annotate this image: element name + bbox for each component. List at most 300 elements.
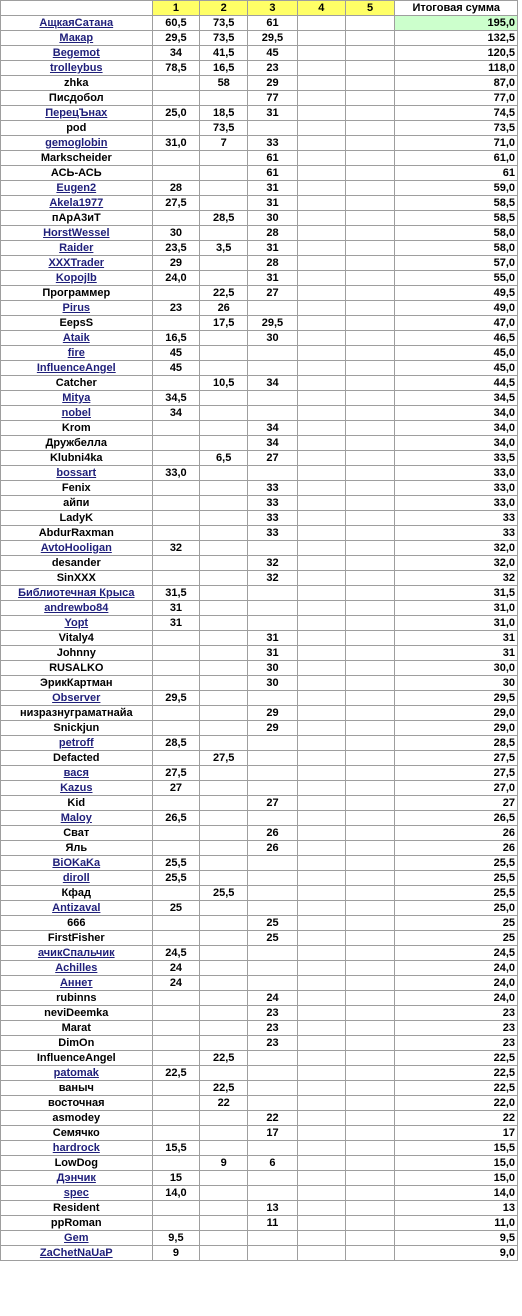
round-score-2 [200,271,248,286]
total-score: 24,5 [395,946,518,961]
round-score-5 [345,781,395,796]
total-score: 29,5 [395,691,518,706]
round-score-3 [248,586,298,601]
player-name-link[interactable]: Библиотечная Крыса [1,586,153,601]
player-name-link[interactable]: nobel [1,406,153,421]
round-score-5 [345,316,395,331]
round-score-1 [152,706,200,721]
round-score-5 [345,1246,395,1261]
table-row [1,766,518,781]
total-score: 31,5 [395,586,518,601]
table-row [1,1051,518,1066]
round-score-3 [248,976,298,991]
round-score-3: 34 [248,421,298,436]
round-score-2: 10,5 [200,376,248,391]
total-score: 24,0 [395,976,518,991]
round-score-3 [248,856,298,871]
round-score-3 [248,616,298,631]
player-name: FirstFisher [1,931,153,946]
player-name-link[interactable]: BiOKaKa [1,856,153,871]
round-score-3: 11 [248,1216,298,1231]
round-score-2 [200,646,248,661]
total-score: 27,5 [395,766,518,781]
round-score-4 [297,1066,345,1081]
round-score-3: 28 [248,256,298,271]
round-score-1: 25 [152,901,200,916]
round-score-2: 27,5 [200,751,248,766]
round-score-2: 58 [200,76,248,91]
round-score-5 [345,856,395,871]
round-score-5 [345,256,395,271]
total-score: 58,0 [395,241,518,256]
player-name-link[interactable]: ZaChetNaUaP [1,1246,153,1261]
player-name-link[interactable]: Gem [1,1231,153,1246]
round-score-2 [200,676,248,691]
total-score: 33,0 [395,496,518,511]
player-name-link[interactable]: patomak [1,1066,153,1081]
round-score-1 [152,121,200,136]
round-score-4 [297,526,345,541]
player-name-link[interactable]: Mitya [1,391,153,406]
round-score-2 [200,721,248,736]
round-score-2 [200,991,248,1006]
player-name-link[interactable]: petroff [1,736,153,751]
table-row [1,1201,518,1216]
round-score-2 [200,496,248,511]
player-name-link[interactable]: Akela1977 [1,196,153,211]
round-score-5 [345,301,395,316]
player-name: asmodey [1,1111,153,1126]
table-row [1,1246,518,1261]
table-row [1,1156,518,1171]
round-score-2 [200,841,248,856]
table-body [1,16,518,1261]
player-name: ваныч [1,1081,153,1096]
table-row [1,451,518,466]
round-score-2 [200,871,248,886]
player-name-link[interactable]: Ataik [1,331,153,346]
round-score-3: 32 [248,556,298,571]
player-name-link[interactable]: Дэнчик [1,1171,153,1186]
round-score-1 [152,841,200,856]
player-name-link[interactable]: HorstWessel [1,226,153,241]
round-score-3 [248,1051,298,1066]
round-score-1: 31 [152,616,200,631]
round-score-5 [345,691,395,706]
round-score-2 [200,1006,248,1021]
round-score-3: 17 [248,1126,298,1141]
round-score-1 [152,1156,200,1171]
round-score-4 [297,811,345,826]
player-name: Defacted [1,751,153,766]
player-name: айпи [1,496,153,511]
round-score-1: 25,5 [152,871,200,886]
round-score-2 [200,571,248,586]
total-score: 58,0 [395,226,518,241]
player-name: Marat [1,1021,153,1036]
player-name: Klubni4ka [1,451,153,466]
round-score-4 [297,1216,345,1231]
player-name: Markscheider [1,151,153,166]
player-name-link[interactable]: bossart [1,466,153,481]
round-score-4 [297,841,345,856]
round-score-5 [345,361,395,376]
total-score: 31 [395,646,518,661]
round-score-4 [297,256,345,271]
player-name: Resident [1,1201,153,1216]
round-score-2 [200,1036,248,1051]
round-score-4 [297,976,345,991]
table-row [1,751,518,766]
round-score-2: 41,5 [200,46,248,61]
round-score-1 [152,151,200,166]
table-row [1,331,518,346]
total-score: 33,0 [395,466,518,481]
round-score-4 [297,391,345,406]
round-score-2 [200,946,248,961]
total-score: 29,0 [395,721,518,736]
total-score: 33,5 [395,451,518,466]
round-score-5 [345,91,395,106]
round-score-4 [297,1171,345,1186]
table-row [1,661,518,676]
round-score-3: 23 [248,1021,298,1036]
player-name: DimOn [1,1036,153,1051]
player-name-link[interactable]: Yopt [1,616,153,631]
table-row [1,166,518,181]
round-score-2 [200,541,248,556]
round-score-2: 73,5 [200,121,248,136]
round-score-4 [297,301,345,316]
round-score-4 [297,466,345,481]
round-score-3: 31 [248,106,298,121]
total-score: 118,0 [395,61,518,76]
player-name-link[interactable]: andrewbo84 [1,601,153,616]
round-score-4 [297,721,345,736]
round-score-2 [200,736,248,751]
round-score-3: 25 [248,931,298,946]
player-name-link[interactable]: вася [1,766,153,781]
player-name-link[interactable]: Maloy [1,811,153,826]
player-name-link[interactable]: Achilles [1,961,153,976]
round-score-2 [200,931,248,946]
round-score-3 [248,1141,298,1156]
round-score-1 [152,571,200,586]
total-score: 59,0 [395,181,518,196]
total-score: 13 [395,1201,518,1216]
round-score-5 [345,721,395,736]
round-score-5 [345,1231,395,1246]
round-score-1: 24 [152,976,200,991]
round-score-4 [297,1096,345,1111]
round-score-4 [297,856,345,871]
table-row [1,1096,518,1111]
total-score: 74,5 [395,106,518,121]
table-row [1,976,518,991]
round-score-2 [200,1216,248,1231]
round-score-3: 31 [248,631,298,646]
total-score: 22,0 [395,1096,518,1111]
round-score-2 [200,226,248,241]
round-score-2 [200,526,248,541]
round-score-5 [345,826,395,841]
round-score-5 [345,766,395,781]
round-score-4 [297,826,345,841]
player-name-link[interactable]: Pirus [1,301,153,316]
round-score-5 [345,976,395,991]
round-score-4 [297,271,345,286]
round-score-5 [345,1141,395,1156]
round-score-3 [248,781,298,796]
player-name-link[interactable]: AvtoHooligan [1,541,153,556]
table-row [1,646,518,661]
round-score-2 [200,781,248,796]
player-name-link[interactable]: gemoglobin [1,136,153,151]
player-name-link[interactable]: Kazus [1,781,153,796]
round-score-4 [297,781,345,796]
player-name-link[interactable]: Kopojlb [1,271,153,286]
round-score-1: 33,0 [152,466,200,481]
table-row [1,541,518,556]
round-score-4 [297,631,345,646]
round-score-1: 9,5 [152,1231,200,1246]
round-score-5 [345,1066,395,1081]
total-score: 24,0 [395,961,518,976]
player-name: neviDeemka [1,1006,153,1021]
total-score: 132,5 [395,31,518,46]
round-score-2 [200,1021,248,1036]
round-score-2 [200,511,248,526]
round-score-1 [152,556,200,571]
player-name-link[interactable]: spec [1,1186,153,1201]
total-score: 34,0 [395,436,518,451]
table-row [1,991,518,1006]
round-score-5 [345,1006,395,1021]
table-row [1,886,518,901]
round-score-1 [152,1006,200,1021]
total-score: 61,0 [395,151,518,166]
player-name-link[interactable]: hardrock [1,1141,153,1156]
player-name-link[interactable]: АщкаяСатана [1,16,153,31]
table-row [1,796,518,811]
round-score-3 [248,406,298,421]
player-name: Семячко [1,1126,153,1141]
table-row [1,676,518,691]
round-score-5 [345,151,395,166]
round-score-1 [152,421,200,436]
total-score: 28,5 [395,736,518,751]
player-name-link[interactable]: Raider [1,241,153,256]
round-score-2 [200,331,248,346]
player-name-link[interactable]: ачикСпальчик [1,946,153,961]
player-name: АСЬ-АСЬ [1,166,153,181]
round-score-3: 29,5 [248,316,298,331]
player-name-link[interactable]: InfluenceAngel [1,361,153,376]
player-name: LadyK [1,511,153,526]
player-name-link[interactable]: Observer [1,691,153,706]
player-name-link[interactable]: Аннет [1,976,153,991]
table-row [1,526,518,541]
round-score-5 [345,331,395,346]
round-score-2: 3,5 [200,241,248,256]
table-row [1,736,518,751]
round-score-5 [345,811,395,826]
round-score-1: 25,5 [152,856,200,871]
round-score-1: 27 [152,781,200,796]
round-score-4 [297,211,345,226]
total-score: 27,5 [395,751,518,766]
round-score-1 [152,166,200,181]
round-score-5 [345,391,395,406]
round-score-4 [297,151,345,166]
table-row [1,856,518,871]
round-score-4 [297,871,345,886]
round-score-1: 26,5 [152,811,200,826]
round-score-2 [200,556,248,571]
round-score-3 [248,1186,298,1201]
round-score-3 [248,121,298,136]
round-score-5 [345,376,395,391]
total-score: 26 [395,826,518,841]
round-score-4 [297,121,345,136]
table-row [1,1066,518,1081]
round-score-3 [248,961,298,976]
round-score-5 [345,226,395,241]
round-score-5 [345,1126,395,1141]
round-score-4 [297,16,345,31]
total-score: 30,0 [395,661,518,676]
round-score-4 [297,331,345,346]
round-score-2 [200,481,248,496]
total-score: 34,0 [395,421,518,436]
round-score-1 [152,496,200,511]
round-score-3: 34 [248,376,298,391]
total-score: 32,0 [395,556,518,571]
player-name: Дружбелла [1,436,153,451]
round-score-3: 33 [248,481,298,496]
round-score-3: 24 [248,991,298,1006]
player-name-link[interactable]: ПерецЪнах [1,106,153,121]
table-row [1,316,518,331]
player-name-link[interactable]: diroll [1,871,153,886]
round-score-1 [152,991,200,1006]
round-score-3: 32 [248,571,298,586]
round-score-5 [345,406,395,421]
round-score-4 [297,451,345,466]
round-score-2 [200,1231,248,1246]
round-score-5 [345,916,395,931]
table-row [1,211,518,226]
round-score-5 [345,451,395,466]
round-score-4 [297,586,345,601]
round-score-5 [345,1051,395,1066]
round-score-2 [200,811,248,826]
round-score-3: 45 [248,46,298,61]
round-score-3 [248,886,298,901]
player-name-link[interactable]: Antizaval [1,901,153,916]
round-score-1: 23,5 [152,241,200,256]
total-score: 46,5 [395,331,518,346]
round-score-2 [200,406,248,421]
table-row [1,121,518,136]
round-score-5 [345,946,395,961]
player-name-link[interactable]: Eugen2 [1,181,153,196]
round-score-5 [345,871,395,886]
round-score-4 [297,481,345,496]
round-score-4 [297,946,345,961]
table-row [1,391,518,406]
total-score: 32 [395,571,518,586]
round-score-1 [152,1051,200,1066]
table-row [1,601,518,616]
round-score-2 [200,901,248,916]
round-score-3 [248,361,298,376]
player-name-link[interactable]: trolleybus [1,61,153,76]
round-score-3 [248,1246,298,1261]
round-score-3: 33 [248,496,298,511]
round-score-2: 22,5 [200,1081,248,1096]
round-score-4 [297,496,345,511]
player-name-link[interactable]: Begemot [1,46,153,61]
table-row [1,46,518,61]
round-score-4 [297,361,345,376]
round-score-4 [297,1126,345,1141]
round-header-2: 2 [200,1,248,16]
round-score-3: 31 [248,271,298,286]
table-row [1,691,518,706]
round-score-5 [345,466,395,481]
player-name-link[interactable]: XXXTrader [1,256,153,271]
player-name: LowDog [1,1156,153,1171]
round-score-2 [200,631,248,646]
round-score-1 [152,286,200,301]
round-score-4 [297,1111,345,1126]
total-score: 31,0 [395,601,518,616]
round-score-4 [297,376,345,391]
table-row [1,841,518,856]
round-score-2 [200,916,248,931]
round-score-5 [345,16,395,31]
round-score-3 [248,1096,298,1111]
total-score: 25,5 [395,886,518,901]
round-score-1 [152,1081,200,1096]
round-score-4 [297,31,345,46]
total-score: 15,0 [395,1156,518,1171]
round-score-1: 34,5 [152,391,200,406]
round-score-5 [345,211,395,226]
player-name-link[interactable]: Макар [1,31,153,46]
total-score: 23 [395,1021,518,1036]
round-score-2 [200,1246,248,1261]
table-row [1,931,518,946]
round-score-4 [297,1141,345,1156]
round-score-5 [345,241,395,256]
round-score-3: 31 [248,181,298,196]
player-name: Kid [1,796,153,811]
round-score-5 [345,1201,395,1216]
round-score-5 [345,181,395,196]
round-score-1: 34 [152,406,200,421]
player-name-link[interactable]: fire [1,346,153,361]
round-score-2 [200,691,248,706]
table-row [1,136,518,151]
round-score-5 [345,1081,395,1096]
round-score-5 [345,421,395,436]
round-score-1 [152,481,200,496]
round-score-1: 28,5 [152,736,200,751]
total-score: 27,0 [395,781,518,796]
table-row [1,106,518,121]
